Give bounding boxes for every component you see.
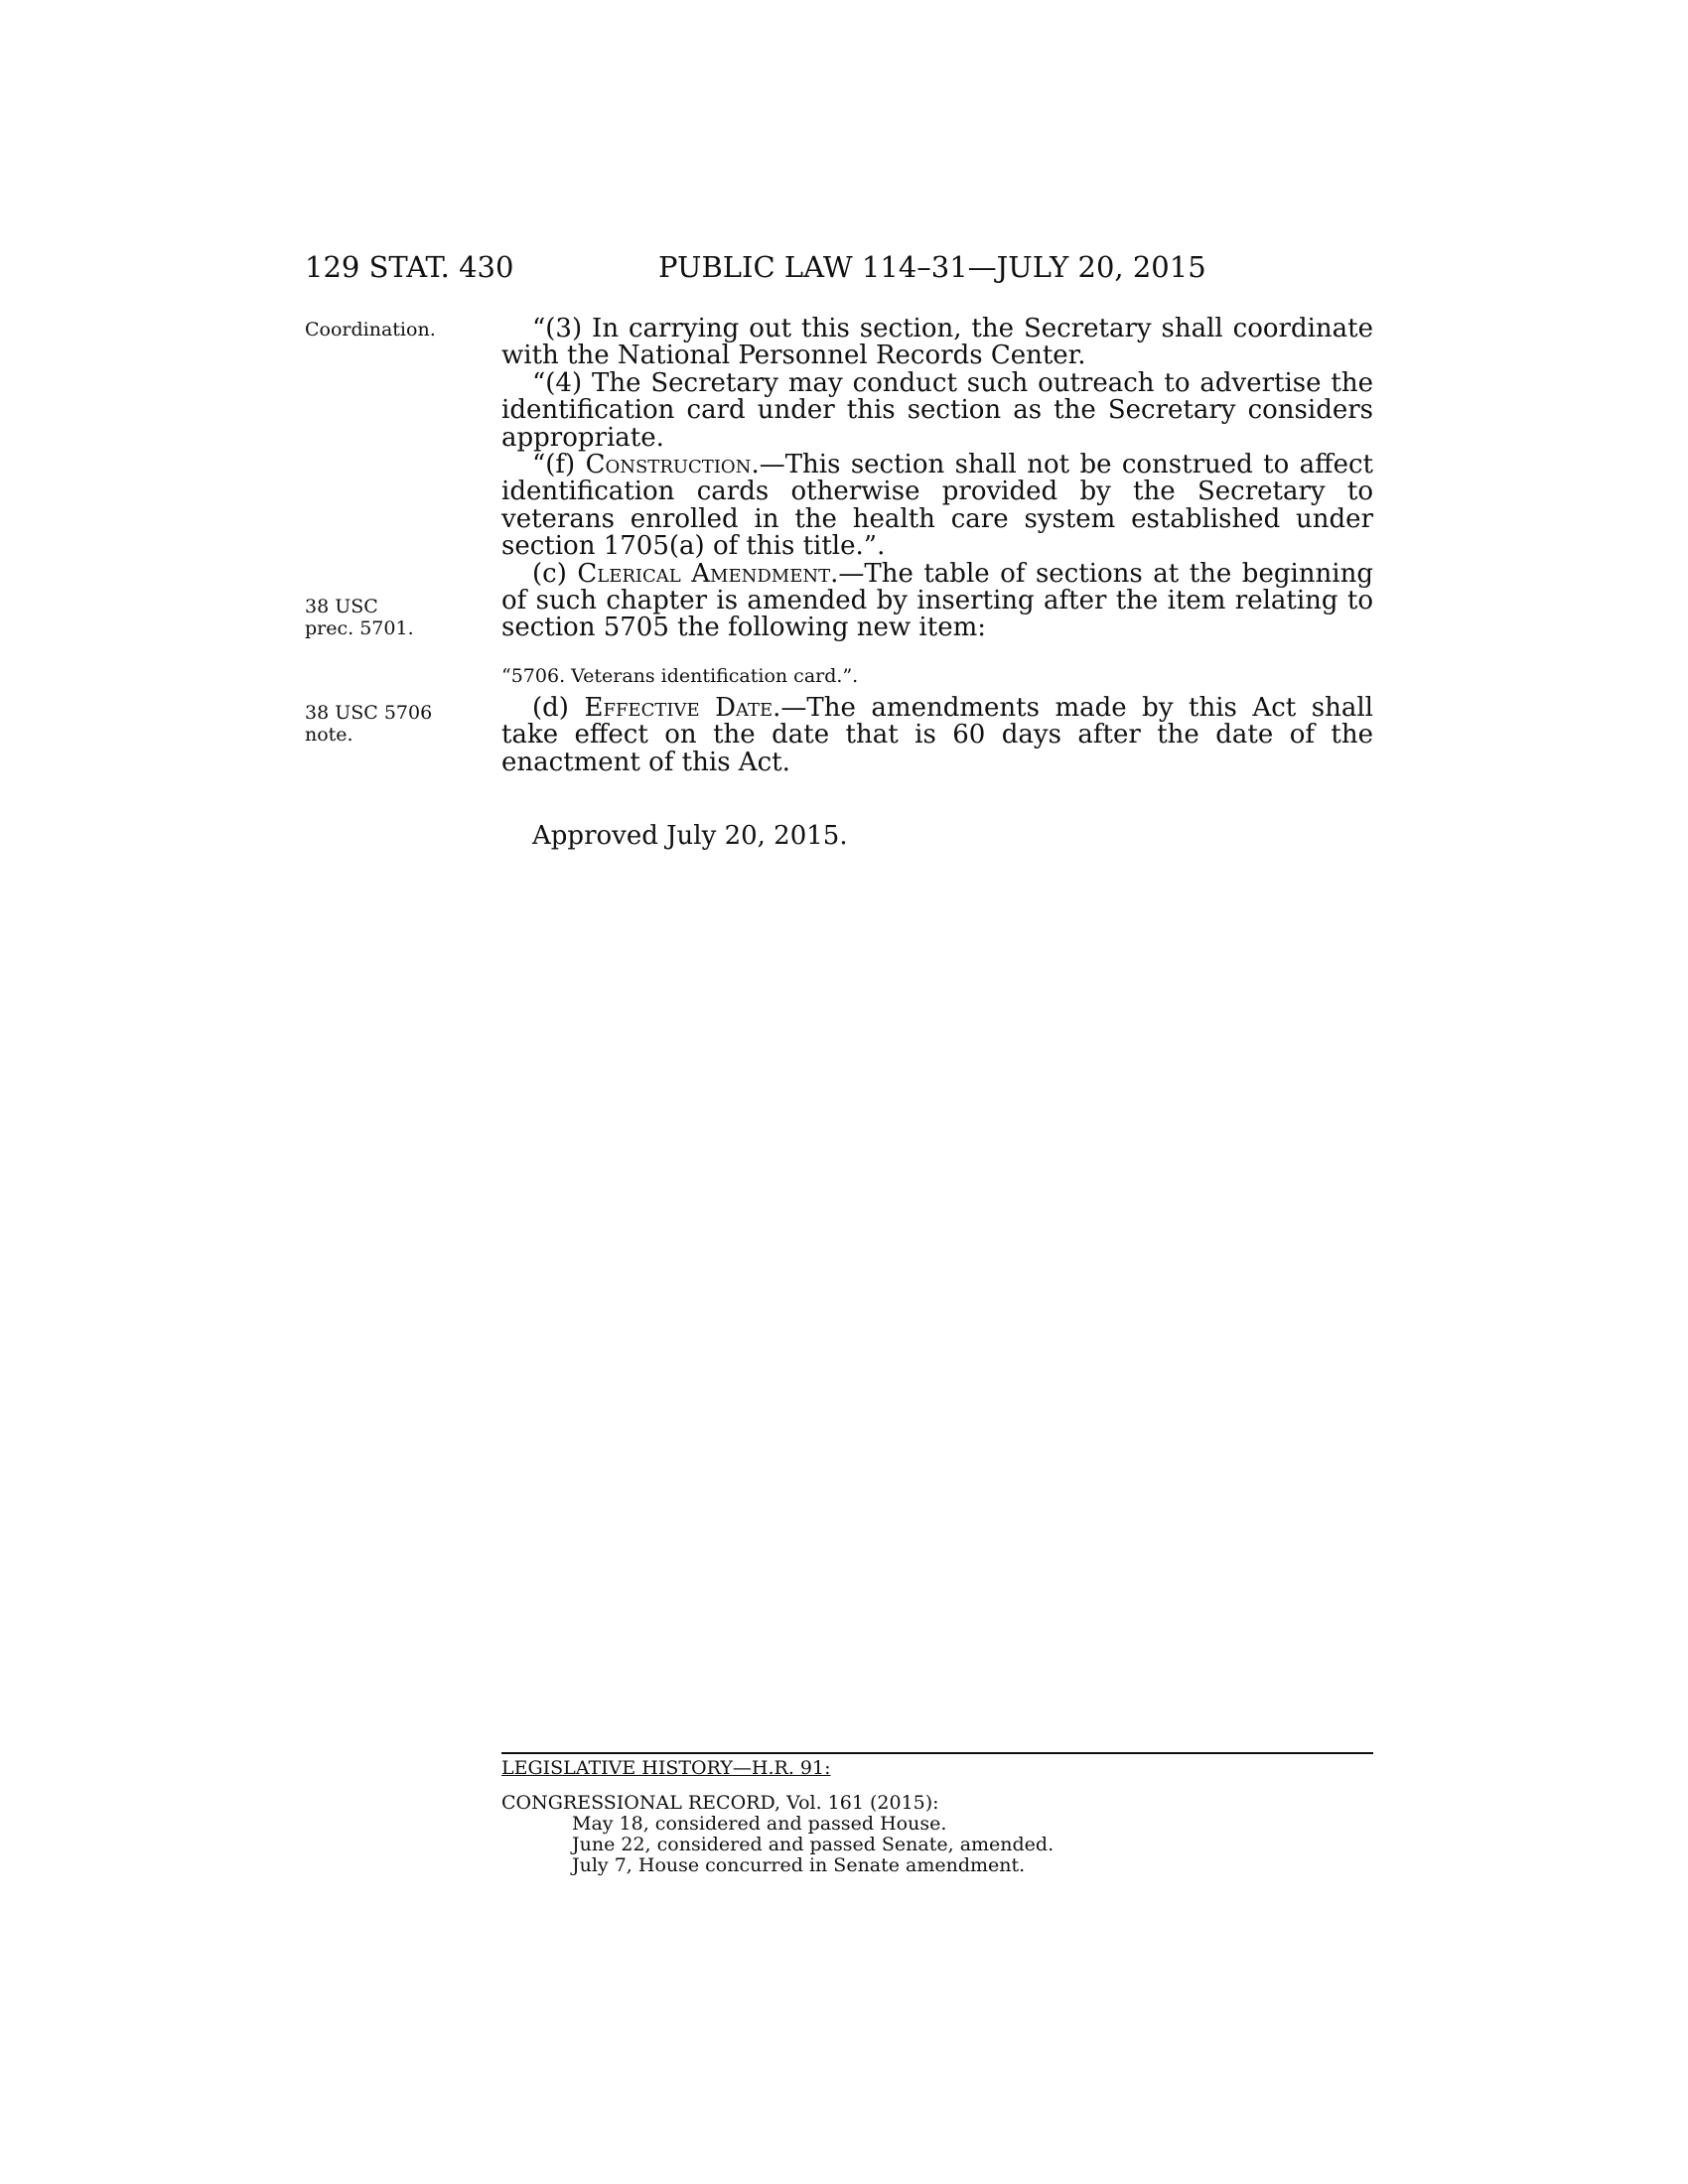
margin-note-usc-note (305, 702, 493, 746)
paragraph-c-heading: Clerical Amendment (577, 558, 831, 589)
margin-note-coordination (305, 319, 493, 341)
paragraph-f-text: .—This section shall not be construed to affect identification cards otherwise provided by the Secretary to veterans enrolled in the health care system established under section 1705(a) of this title.”. (501, 450, 1373, 562)
congressional-record (501, 1793, 1373, 1876)
legislative-event: May 18, considered and passed House. (572, 1813, 947, 1835)
effective-date-block (501, 695, 1373, 776)
paragraph-f (501, 452, 1373, 561)
main-text-block (501, 316, 1373, 642)
paragraph-c-text: .—The table of sections at the beginning of such chapter is amended by inserting after the item relating to section 5705 the following new item: (501, 558, 1373, 643)
margin-note-line: 38 USC (305, 596, 378, 617)
congressional-record-title: CONGRESSIONAL RECORD, Vol. 161 (2015): (501, 1792, 939, 1814)
statute-page-number: 129 STAT. 430 (305, 250, 514, 284)
paragraph-d (501, 695, 1373, 776)
new-table-item: “5706. Veterans identification card.”. (501, 665, 859, 687)
margin-note-text: Coordination. (305, 319, 436, 341)
margin-note-usc-prec (305, 596, 493, 639)
paragraph-d-heading: Effective Date (584, 693, 774, 723)
paragraph-d-text: .—The amendments made by this Act shall take effect on the date that is 60 days after the date of the enactment of this Act. (501, 693, 1373, 777)
margin-note-line: note. (305, 724, 353, 746)
paragraph-c (501, 558, 1373, 643)
paragraph-4: “(4) The Secretary may conduct such outreach to advertise the identification card under this section as the Secretary considers appropriate. (501, 367, 1373, 453)
legislative-event: June 22, considered and passed Senate, amended. (572, 1834, 1055, 1855)
legislative-history-title: LEGISLATIVE HISTORY—H.R. 91: (501, 1757, 831, 1779)
legislative-history-divider (501, 1752, 1373, 1754)
paragraph-f-prefix: “(f) (532, 450, 586, 480)
paragraph-c-prefix: (c) (532, 558, 578, 589)
paragraph-3: “(3) In carrying out this section, the Secretary shall coordinate with the National Personnel Records Center. (501, 314, 1373, 371)
paragraph-d-prefix: (d) (532, 693, 585, 723)
approval-date: Approved July 20, 2015. (532, 821, 848, 851)
margin-note-line: 38 USC 5706 (305, 702, 433, 724)
page-header (0, 250, 1688, 290)
law-title: PUBLIC LAW 114–31—JULY 20, 2015 (658, 250, 1206, 284)
margin-note-line: prec. 5701. (305, 617, 414, 639)
legislative-event: July 7, House concurred in Senate amendment. (572, 1854, 1026, 1876)
paragraph-f-heading: Construction (585, 450, 752, 480)
